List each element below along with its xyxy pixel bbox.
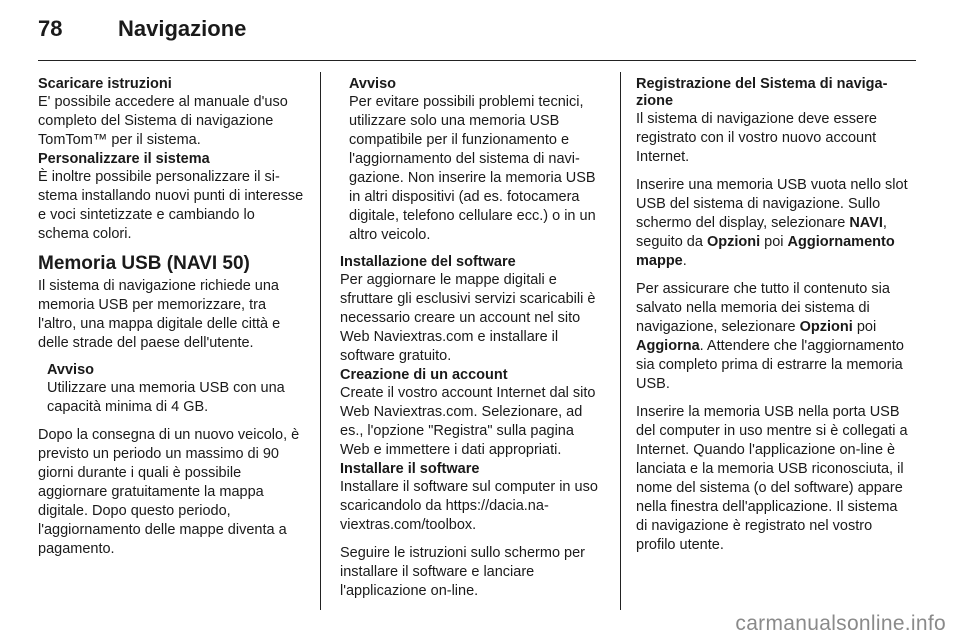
column-divider-1: [320, 72, 321, 610]
column-3: [636, 76, 908, 564]
paragraph: Inserire la memoria USB nella porta USB del computer in uso mentre si è collegati a Internet. Quando l'applicazione on-line è lanciata e la memoria USB riconosciuta, il nome del sistema (o del software) appare nella finestra dell'applicazione. Il sistema di navigazione è registrato nel vostro profilo utente.: [636, 404, 908, 553]
menu-term-aggiorna: Aggiorna: [636, 338, 700, 354]
paragraph: Installare il software sul computer in uso scaricandolo da https://dacia.naviextras.com/toolbox.: [340, 479, 598, 533]
note-title: Avviso: [47, 362, 95, 378]
menu-term-navi: NAVI: [849, 215, 883, 231]
menu-term-opzioni: Opzioni: [706, 234, 761, 250]
section-heading-memoria-usb: Memoria USB (NAVI 50): [38, 253, 250, 274]
heading-installazione-software: Installazione del software: [340, 254, 516, 270]
watermark: carmanualsonline.info: [735, 612, 946, 635]
paragraph: Seguire le istruzioni sullo schermo per installare il software e lanciare l'applicazione on-line.: [340, 545, 585, 599]
menu-term-aggiornamento-mappe: Aggiornamento mappe: [636, 234, 895, 269]
menu-term-opzioni: Opzioni: [799, 319, 853, 335]
note-title: Avviso: [349, 76, 397, 92]
heading-creazione-account: Creazione di un account: [340, 367, 508, 383]
paragraph: È inoltre possibile personalizzare il sistema installando nuovi punti di interesse e voci sintetizzate e cambiando lo schema colori.: [38, 169, 304, 242]
paragraph: Il sistema di navigazione richiede una memoria USB per memorizzare, tra l'altro, una mappa digitale delle città e delle strade del paese dell'utente.: [38, 278, 281, 351]
paragraph: [636, 176, 908, 271]
column-divider-2: [620, 72, 621, 610]
paragraph: Dopo la consegna di un nuovo veicolo, è previsto un periodo un massimo di 90 giorni durante i quali è possibile aggiornare gratuitamente la mappa digitale. Dopo questo periodo, l'aggiornamento delle mappe diventa a pagamento.: [38, 427, 300, 557]
paragraph: [636, 280, 908, 394]
column-1: [38, 76, 306, 568]
heading-registrazione-sistema: Registrazione del Sistema di navigazione: [636, 76, 888, 109]
paragraph: Il sistema di navigazione deve essere registrato con il vostro nuovo account Internet.: [636, 111, 877, 165]
note-text: Per evitare possibili problemi tecnici, utilizzare solo una memoria USB compatibile per il funzionamento e l'aggiornamento del sistema di navigazione. Non inserire la memoria USB in altri dispositivi (ad es. fotocamera digitale, telefono cellulare ecc.) o in un altro veicolo.: [349, 94, 596, 243]
page-header: [38, 12, 918, 52]
heading-installare-software: Installare il software: [340, 461, 480, 477]
paragraph: Create il vostro account Internet dal sito Web Naviextras.com. Selezionare, ad es., l'opzione "Registra" sulla pagina Web e immettere i dati appropriati.: [340, 385, 596, 458]
note-text: Utilizzare una memoria USB con una capacità minima di 4 GB.: [47, 380, 285, 415]
note-box: [38, 362, 306, 417]
text-run: poi: [760, 234, 788, 250]
text-run: Per assicurare che tutto il contenuto sia salvato nella memoria dei sistema di navigazione, selezionare: [636, 281, 890, 335]
heading-scaricare-istruzioni: Scaricare istruzioni: [38, 76, 172, 92]
column-2: [340, 76, 606, 610]
page-number: 78: [38, 16, 63, 41]
text-run: Inserire una memoria USB vuota nello slot USB del sistema di navigazione. Sullo schermo del display, selezionare: [636, 177, 908, 231]
paragraph: E' possibile accedere al manuale d'uso completo del Sistema di navigazione TomTom™ per il sistema.: [38, 94, 288, 148]
page-title: Navigazione: [118, 16, 247, 41]
header-rule: [38, 60, 916, 61]
text-run: , seguito da: [636, 215, 887, 250]
note-box: [340, 76, 606, 245]
paragraph: Per aggiornare le mappe digitali e sfruttare gli esclusivi servizi scaricabili è necessario creare un account nel sito Web Naviextras.com e installare il software gratuito.: [340, 272, 596, 364]
heading-personalizzare-sistema: Personalizzare il sistema: [38, 151, 210, 167]
text-run: poi: [852, 319, 877, 335]
text-run: .: [682, 253, 687, 269]
text-run: . Attendere che l'aggiornamento sia completo prima di estrarre la memoria USB.: [636, 338, 904, 392]
